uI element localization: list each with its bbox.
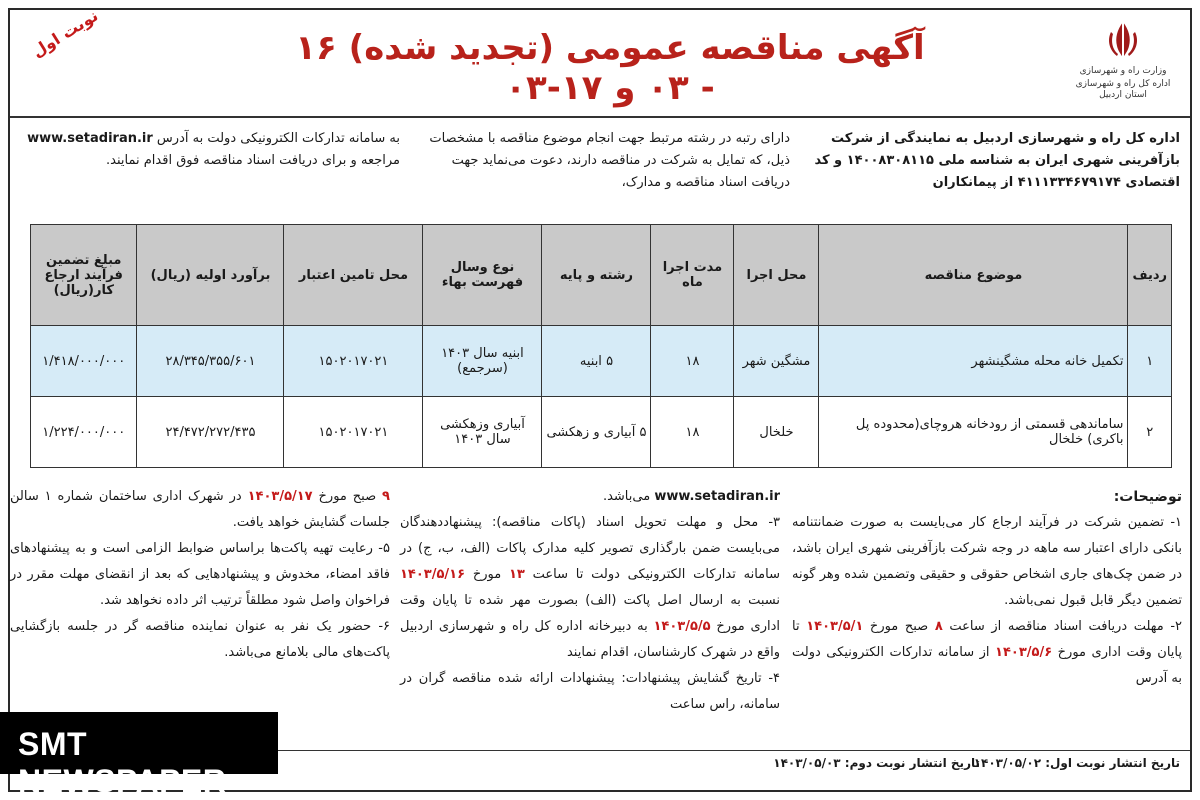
note-2-text-e: تا پایان وقت اداری مورخ <box>792 619 1182 660</box>
note-2-text-a: ۲- مهلت دریافت اسناد مناقصه از ساعت <box>949 619 1183 634</box>
col-header-row-number: ردیف <box>1128 225 1172 326</box>
publish-date-first: تاریخ انتشار نوبت اول: ۱۴۰۳/۰۵/۰۲ <box>973 756 1180 770</box>
setadiran-link-2[interactable]: www.setadiran.ir <box>654 489 780 504</box>
intro-col-2: دارای رتبه در رشته مرتبط جهت انجام موضوع مناقصه با مشخصات ذیل، که تمایل به شرکت در مناقصه دارند، دعوت می‌نماید جهت دریافت اسناد مناقصه و مدارک، <box>429 131 790 190</box>
cell-estimate: ۲۸/۳۴۵/۳۵۵/۶۰۱ <box>137 326 284 397</box>
col-header-price-list: نوع وسال فهرست بهاء <box>423 225 542 326</box>
col-header-estimate: برآورد اولیه (ریال) <box>137 225 284 326</box>
note-6: ۶- حضور یک نفر به عنوان نماینده مناقصه گر در جلسه بازگشایی پاکت‌های مالی بلامانع می‌باشد. <box>10 619 390 660</box>
note-2-text-g: از سامانه تدارکات الکترونیکی دولت به آدرس <box>792 645 1182 686</box>
page-title: آگهی مناقصه عمومی (تجدید شده) ۱۶ - ۰۳ و ۱۷-۰۳ <box>295 28 925 108</box>
ministry-logo <box>1068 18 1178 114</box>
note-4-opening-date: ۱۴۰۳/۵/۱۷ <box>247 489 313 504</box>
table-row <box>31 397 1172 468</box>
notes-heading: توضیحات: <box>1113 489 1182 505</box>
note-3-text-g: به دبیرخانه اداره کل راه و شهرسازی اردبیل واقع در شهرک کارشناسان، اقدام نمایند <box>400 619 780 660</box>
intro-col-3-pre: به سامانه تدارکات الکترونیکی دولت به آدرس <box>156 131 400 146</box>
cell-subject: ساماندهی قسمتی از رودخانه هروچای(محدوده پل باکری) خلخال <box>819 397 1128 468</box>
publish-date-second: تاریخ انتشار نوبت دوم: ۱۴۰۳/۰۵/۰۳ <box>773 756 980 770</box>
note-4-text-c: صبح مورخ <box>318 489 377 504</box>
table-row <box>31 326 1172 397</box>
cell-duration: ۱۸ <box>651 397 734 468</box>
cell-funding: ۱۵۰۲۰۱۷۰۲۱ <box>284 326 423 397</box>
note-2-hour: ۸ <box>934 619 943 634</box>
note-2-text-c: صبح مورخ <box>869 619 929 634</box>
notes-col-1 <box>792 484 1182 692</box>
note-4-text-e: در شهرک اداری ساختمان شماره ۱ سالن جلسات گشایش خواهد یافت. <box>10 489 390 530</box>
notes-col-2 <box>400 484 780 718</box>
note-4: ۴- تاریخ گشایش پیشنهادات: پیشنهادات ارائه شده مناقصه گران در سامانه، راس ساعت <box>400 671 780 712</box>
note-1: ۱- تضمین شرکت در فرآیند ارجاع کار می‌بایست به صورت ضمانتنامه بانکی دارای اعتبار سه ماهه در وجه شرکت بازآفرینی شهری ایران باشد، در ضمن چک‌های جاری اشخاص حقوقی و حقیقی وتضمین شده وهر گونه تضمین دیگر قابل قبول نمی‌باشد. <box>792 515 1182 608</box>
note-4-continued <box>10 484 390 536</box>
cell-duration: ۱۸ <box>651 326 734 397</box>
notes-col-3 <box>10 484 390 666</box>
note-3-text-c: مورخ <box>472 567 502 582</box>
table-header-row <box>31 225 1172 326</box>
header <box>10 5 1190 110</box>
round-badge: نوبت اول <box>28 5 102 62</box>
note-2-end-date: ۱۴۰۳/۵/۶ <box>995 645 1053 660</box>
cell-field-grade: ۵ ابنیه <box>542 326 651 397</box>
newspaper-watermark <box>0 712 278 799</box>
watermark-text: SMT NEWSPAPER <box>18 726 227 799</box>
cell-funding: ۱۵۰۲۰۱۷۰۲۱ <box>284 397 423 468</box>
col-header-guarantee: مبلغ تضمین فرآیند ارجاع کار(ریال) <box>31 225 137 326</box>
org-line-2: اداره کل راه و شهرسازی استان اردبیل <box>1075 79 1171 100</box>
col-header-funding: محل تامین اعتبار <box>284 225 423 326</box>
cell-price-list: آبیاری وزهکشی سال ۱۴۰۳ <box>423 397 542 468</box>
cell-estimate: ۲۴/۴۷۲/۲۷۲/۴۳۵ <box>137 397 284 468</box>
note-4-hour: ۹ <box>382 489 390 504</box>
cell-location: مشگین شهر <box>734 326 819 397</box>
org-line-1: وزارت راه و شهرسازی <box>1079 66 1167 76</box>
iran-emblem-icon <box>1103 18 1143 64</box>
note-2-continued <box>400 484 780 510</box>
cell-row-number: ۱ <box>1128 326 1172 397</box>
note-3-delivery-date: ۱۴۰۳/۵/۵ <box>653 619 711 634</box>
cell-guarantee: ۱/۲۲۴/۰۰۰/۰۰۰ <box>31 397 137 468</box>
intro-col-3-post: مراجعه و برای دریافت اسناد مناقصه فوق اقدام نمایند. <box>106 153 400 168</box>
cell-location: خلخال <box>734 397 819 468</box>
note-2 <box>792 614 1182 692</box>
note-3-text-a: ۳- محل و مهلت تحویل اسناد (پاکات مناقصه): پیشنهاددهندگان می‌بایست ضمن بارگذاری تصویر کلیه مدارک پاکات (الف، ب، ج) در سامانه تدارکات الکترونیکی دولت تا ساعت <box>400 515 780 582</box>
note-3-text-e: نسبت به ارسال اصل پاکت (الف) بصورت مهر شده تا پایان وقت اداری مورخ <box>400 593 781 634</box>
cell-subject: تکمیل خانه محله مشگینشهر <box>819 326 1128 397</box>
note-2-start-date: ۱۴۰۳/۵/۱ <box>806 619 864 634</box>
header-divider <box>10 116 1190 118</box>
cell-row-number: ۲ <box>1128 397 1172 468</box>
intro-col-1: اداره کل راه و شهرسازی اردبیل به نمایندگی از شرکت بازآفرینی شهری ایران به شناسه ملی ۱۴۰۰۸۳۰۸۱۱۵ و کد اقتصادی ۴۱۱۱۳۳۴۶۷۹۱۷۴ از پیمانکاران <box>814 131 1180 190</box>
cell-guarantee: ۱/۴۱۸/۰۰۰/۰۰۰ <box>31 326 137 397</box>
col-header-subject: موضوع مناقصه <box>819 225 1128 326</box>
intro-col-3 <box>20 128 400 172</box>
note-3 <box>400 510 780 666</box>
cell-price-list: ابنیه سال ۱۴۰۳ (سرجمع) <box>423 326 542 397</box>
note-3-upload-date: ۱۴۰۳/۵/۱۶ <box>400 567 466 582</box>
col-header-field-grade: رشته و پایه <box>542 225 651 326</box>
col-header-duration: مدت اجرا ماه <box>651 225 734 326</box>
setadiran-link[interactable]: www.setadiran.ir <box>27 131 153 146</box>
note-2-text-h: می‌باشد. <box>602 489 651 504</box>
cell-field-grade: ۵ آبیاری و زهکشی <box>542 397 651 468</box>
note-5: ۵- رعایت تهیه پاکت‌ها براساس ضوابط الزامی است و به پیشنهادهای فاقد امضاء، مخدوش و پیشنهادهایی که بعد از انقضای مهلت مقرر در فراخوان واصل شود مطلقاً ترتیب اثر داده نخواهد شد. <box>10 541 390 608</box>
tender-table <box>30 224 1172 468</box>
col-header-location: محل اجرا <box>734 225 819 326</box>
note-3-hour: ۱۳ <box>508 567 525 582</box>
